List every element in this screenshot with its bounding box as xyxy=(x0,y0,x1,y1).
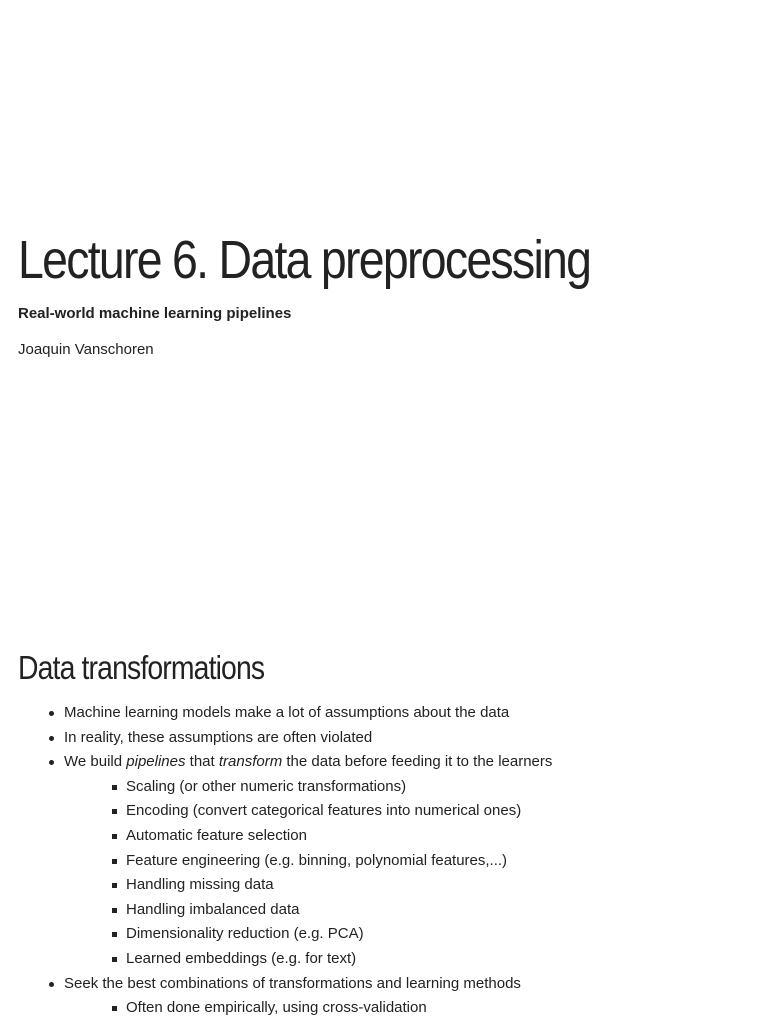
list-item-text: Scaling (or other numeric transformations) xyxy=(126,777,407,795)
bullet-dot-icon xyxy=(49,760,54,765)
list-item-text-pre: We build xyxy=(64,753,127,771)
list-item-text: Encoding (convert categorical features into numerical ones) xyxy=(126,802,522,820)
list-item-text: Feature engineering (e.g. binning, polynomial features,...) xyxy=(126,851,508,869)
bullet-list xyxy=(0,701,768,1021)
sub-list-item xyxy=(0,775,768,800)
list-item-text: Automatic feature selection xyxy=(126,826,307,844)
bullet-square-icon xyxy=(112,809,117,814)
list-item-text: In reality, these assumptions are often violated xyxy=(64,728,373,746)
sub-list-item xyxy=(0,947,768,972)
bullet-square-icon xyxy=(112,908,117,913)
bullet-square-icon xyxy=(112,883,117,888)
list-item-text: Often done empirically, using cross-validation xyxy=(126,999,427,1017)
list-item-text: Machine learning models make a lot of assumptions about the data xyxy=(64,704,510,721)
slide-author: Joaquin Vanschoren xyxy=(18,341,154,358)
list-item xyxy=(0,972,768,997)
sub-list-item xyxy=(0,922,768,947)
bullet-square-icon xyxy=(112,785,117,790)
list-item-text: Handling imbalanced data xyxy=(126,900,300,918)
bullet-square-icon xyxy=(112,834,117,839)
bullet-dot-icon xyxy=(49,711,54,716)
bullet-dot-icon xyxy=(49,736,54,741)
bullet-square-icon xyxy=(112,957,117,962)
bullet-square-icon xyxy=(112,932,117,937)
slide-subtitle: Real-world machine learning pipelines xyxy=(18,305,292,322)
list-item xyxy=(0,750,768,775)
sub-list-item xyxy=(0,824,768,849)
bullet-square-icon xyxy=(112,1006,117,1011)
list-item xyxy=(0,701,768,726)
emphasis-transform: transform xyxy=(218,753,283,771)
sub-list-item xyxy=(0,849,768,874)
section-heading: Data transformations xyxy=(18,649,265,686)
emphasis-pipelines: pipelines xyxy=(126,753,186,771)
sub-list-item xyxy=(0,898,768,923)
sub-list-item xyxy=(0,873,768,898)
list-item-text: Dimensionality reduction (e.g. PCA) xyxy=(126,925,364,943)
sub-list-item xyxy=(0,996,768,1021)
list-item-text: Learned embeddings (e.g. for text) xyxy=(126,949,357,967)
slide-title: Lecture 6. Data preprocessing xyxy=(18,230,591,290)
list-item-text-mid: that xyxy=(185,753,219,771)
list-item-text-post: the data before feeding it to the learners xyxy=(282,753,553,771)
list-item xyxy=(0,726,768,751)
list-item-text: Seek the best combinations of transformations and learning methods xyxy=(64,974,521,992)
bullet-dot-icon xyxy=(49,982,54,987)
bullet-square-icon xyxy=(112,859,117,864)
list-item-text: Handling missing data xyxy=(126,876,274,894)
sub-list-item xyxy=(0,799,768,824)
